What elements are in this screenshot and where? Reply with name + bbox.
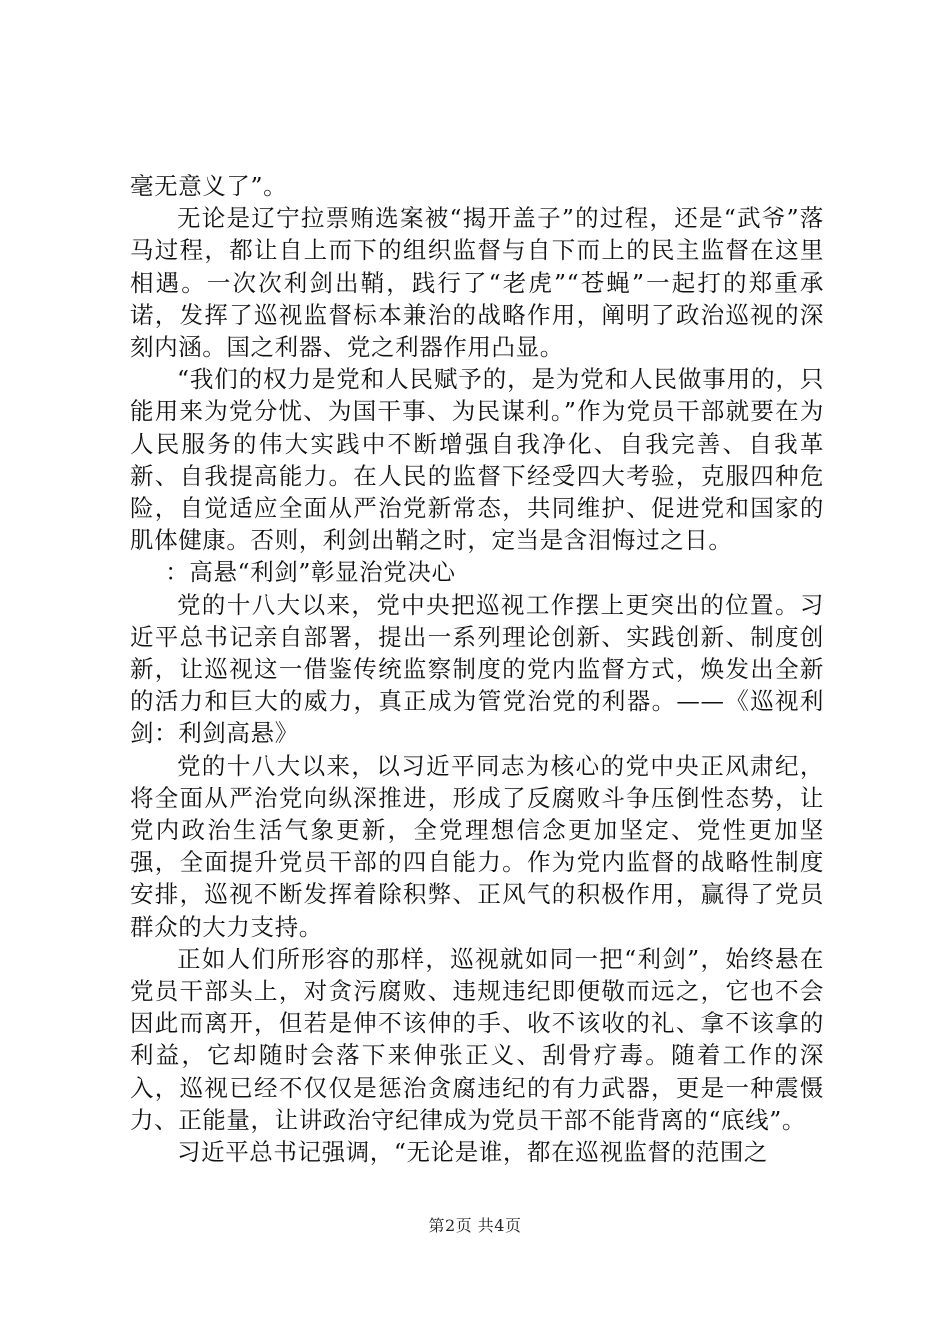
paragraph: 党的十八大以来，以习近平同志为核心的党中央正风肃纪，将全面从严治党向纵深推进，形成了反腐败斗争压倒性态势，让党内政治生活气象更新，全党理想信念更加坚定、党性更加坚强，全面提升党员干部的四自能力。作为党内监督的战略性制度安排，巡视不断发挥着除积弊、正风气的积极作用，赢得了党员群众的大力支持。 (130, 751, 824, 941)
paragraph: 正如人们所形容的那样，巡视就如同一把“利剑”，始终悬在党员干部头上，对贪污腐败、违规违纪即便敬而远之，它也不会因此而离开，但若是伸不该伸的手、收不该收的礼、拿不该拿的利益，它却随时会落下来伸张正义、刮骨疗毒。随着工作的深入，巡视已经不仅仅是惩治贪腐违纪的有力武器，更是一种震慑力、正能量，让讲政治守纪律成为党员干部不能背离的“底线”。 (130, 944, 824, 1134)
paragraph: “我们的权力是党和人民赋予的，是为党和人民做事用的，只能用来为党分忧、为国干事、为民谋利。”作为党员干部就要在为人民服务的伟大实践中不断增强自我净化、自我完善、自我革新、自我提高能力。在人民的监督下经受四大考验，克服四种危险，自觉适应全面从严治党新常态，共同维护、促进党和国家的肌体健康。否则，利剑出鞘之时，定当是含泪悔过之日。 (130, 365, 824, 555)
page-footer (0, 1213, 950, 1236)
page-number-label: 第2页 共4页 (428, 1216, 522, 1235)
paragraph: 党的十八大以来，党中央把巡视工作摆上更突出的位置。习近平总书记亲自部署，提出一系列理论创新、实践创新、制度创新，让巡视这一借鉴传统监察制度的党内监督方式，焕发出全新的活力和巨大的威力，真正成为管党治党的利器。——《巡视利剑：利剑高悬》 (130, 590, 824, 748)
paragraph: 习近平总书记强调，“无论是谁，都在巡视监督的范围之 (177, 1138, 769, 1167)
section-heading: ：高悬“利剑”彰显治党决心 (165, 558, 456, 587)
document-body (130, 170, 824, 1168)
paragraph: 无论是辽宁拉票贿选案被“揭开盖子”的过程，还是“武爷”落马过程，都让自上而下的组织监督与自下而上的民主监督在这里相遇。一次次利剑出鞘，践行了“老虎”“苍蝇”一起打的郑重承诺，发挥了巡视监督标本兼治的战略作用，阐明了政治巡视的深刻内涵。国之利器、党之利器作用凸显。 (130, 204, 824, 362)
paragraph-continuation: 毫无意义了”。 (130, 172, 288, 200)
